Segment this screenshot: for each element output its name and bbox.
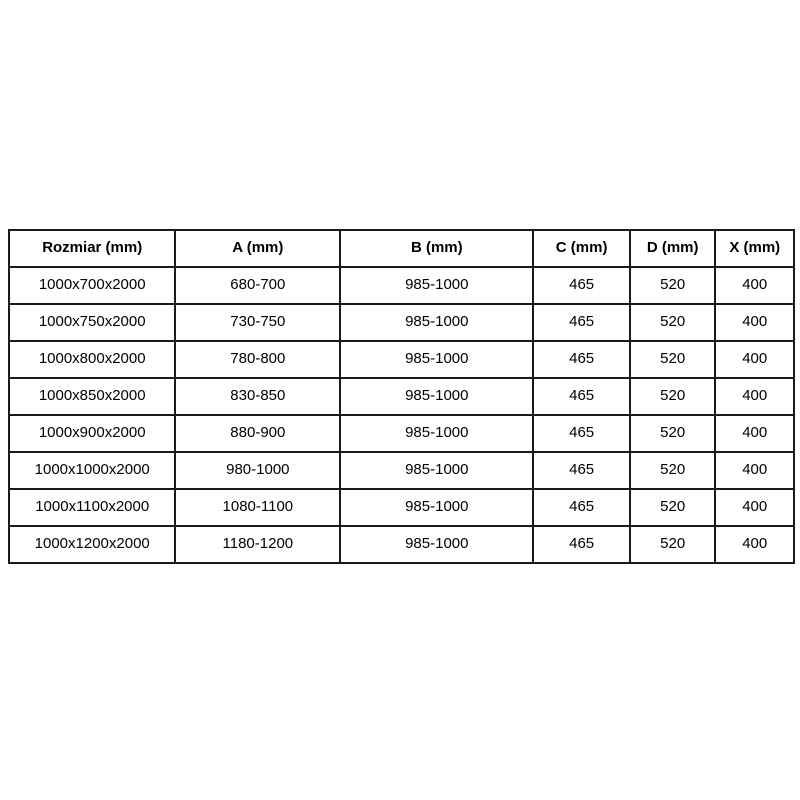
table-cell: 985-1000: [340, 415, 533, 452]
table-cell: 465: [533, 526, 630, 563]
table-row: [9, 489, 794, 526]
table-row: [9, 267, 794, 304]
table-cell: 1000x750x2000: [9, 304, 175, 341]
table-row: [9, 378, 794, 415]
table-row: [9, 415, 794, 452]
column-header: B (mm): [340, 230, 533, 267]
column-header: X (mm): [715, 230, 794, 267]
table-cell: 520: [630, 267, 716, 304]
table-cell: 465: [533, 267, 630, 304]
table-cell: 1000x700x2000: [9, 267, 175, 304]
column-header: A (mm): [175, 230, 340, 267]
table-cell: 1000x1100x2000: [9, 489, 175, 526]
table-cell: 1000x1000x2000: [9, 452, 175, 489]
column-header: D (mm): [630, 230, 716, 267]
table-cell: 465: [533, 415, 630, 452]
table-cell: 465: [533, 378, 630, 415]
table-cell: 400: [715, 415, 794, 452]
table-cell: 985-1000: [340, 489, 533, 526]
table-cell: 520: [630, 526, 716, 563]
table-row: [9, 341, 794, 378]
table-cell: 985-1000: [340, 526, 533, 563]
table-cell: 400: [715, 378, 794, 415]
table-cell: 985-1000: [340, 452, 533, 489]
table-cell: 465: [533, 452, 630, 489]
table-cell: 520: [630, 341, 716, 378]
table-row: [9, 526, 794, 563]
table-cell: 1000x900x2000: [9, 415, 175, 452]
table-cell: 985-1000: [340, 304, 533, 341]
table-cell: 1000x850x2000: [9, 378, 175, 415]
table-cell: 1000x800x2000: [9, 341, 175, 378]
table-cell: 400: [715, 341, 794, 378]
table-cell: 985-1000: [340, 378, 533, 415]
table-cell: 520: [630, 415, 716, 452]
dimensions-table: [8, 229, 795, 564]
table-cell: 680-700: [175, 267, 340, 304]
table-cell: 880-900: [175, 415, 340, 452]
column-header: Rozmiar (mm): [9, 230, 175, 267]
table-cell: 985-1000: [340, 267, 533, 304]
table-cell: 520: [630, 452, 716, 489]
table-cell: 830-850: [175, 378, 340, 415]
table-cell: 985-1000: [340, 341, 533, 378]
table-cell: 465: [533, 341, 630, 378]
table-cell: 400: [715, 526, 794, 563]
table-cell: 465: [533, 304, 630, 341]
table-cell: 1000x1200x2000: [9, 526, 175, 563]
table-cell: 520: [630, 378, 716, 415]
table-cell: 780-800: [175, 341, 340, 378]
column-header: C (mm): [533, 230, 630, 267]
table-cell: 400: [715, 304, 794, 341]
table-cell: 1180-1200: [175, 526, 340, 563]
table-cell: 520: [630, 304, 716, 341]
table-cell: 980-1000: [175, 452, 340, 489]
table-cell: 400: [715, 452, 794, 489]
table-cell: 400: [715, 267, 794, 304]
table-row: [9, 304, 794, 341]
table-cell: 465: [533, 489, 630, 526]
table-cell: 1080-1100: [175, 489, 340, 526]
table-header-row: [9, 230, 794, 267]
table-cell: 520: [630, 489, 716, 526]
table-cell: 730-750: [175, 304, 340, 341]
table-row: [9, 452, 794, 489]
table-cell: 400: [715, 489, 794, 526]
